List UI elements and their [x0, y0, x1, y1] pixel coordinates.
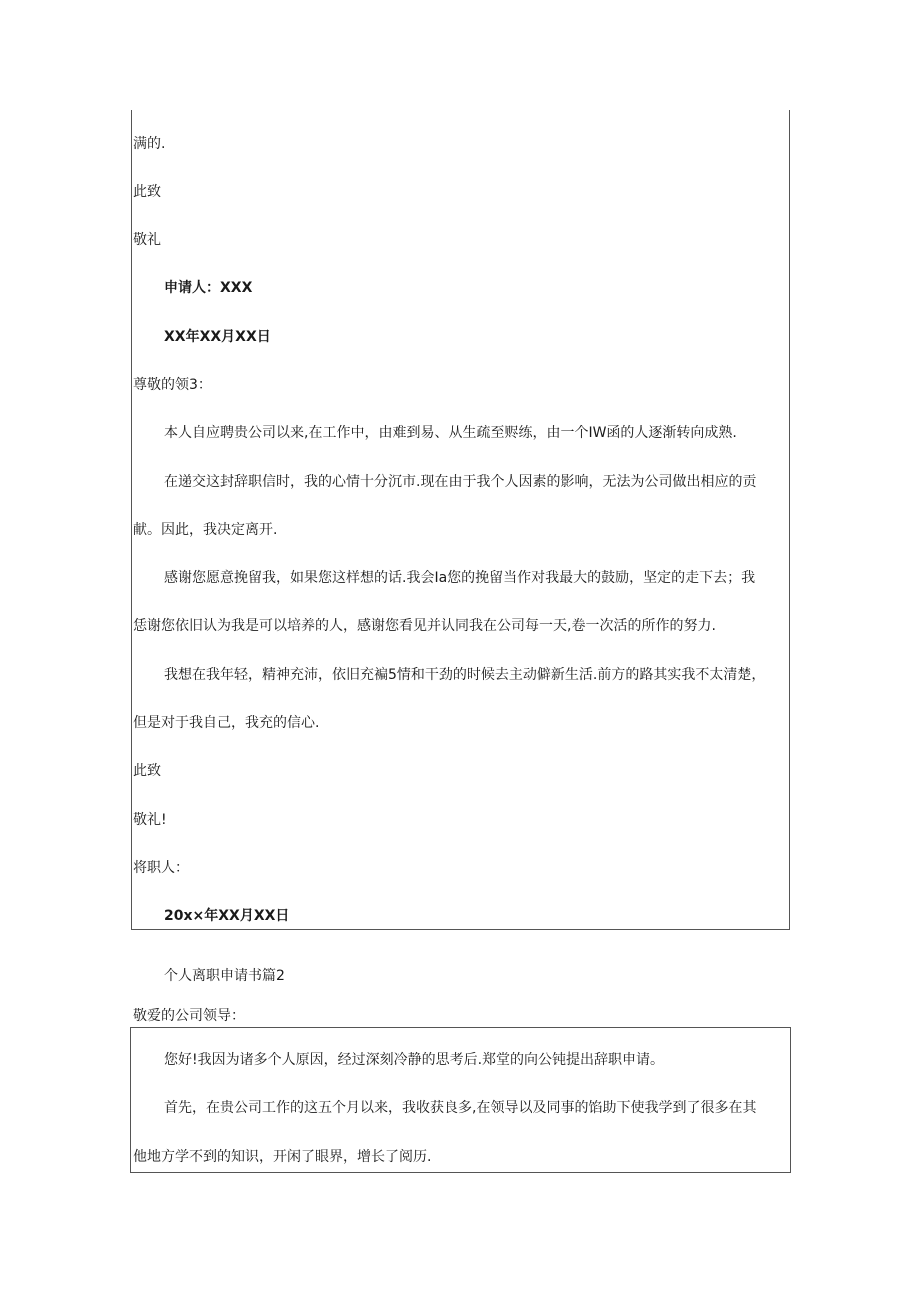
paragraph-line: 首先，在贵公司工作的这五个月以来，我收获良多,在领导以及同事的馅助下使我学到了很多在其	[164, 1100, 757, 1116]
paragraph-line: 他地方学不到的知识，开闲了眼界，增长了阅历.	[133, 1149, 432, 1165]
paragraph-line: 恁谢您依旧认为我是可以培养的人，感谢您看见并认同我在公司每一天,卷一次活的所作的努力.	[133, 618, 716, 634]
greeting-line: 尊敬的领3：	[133, 377, 212, 393]
closing-line: 敬礼	[133, 232, 161, 248]
closing-line: 此致	[133, 184, 161, 200]
signer-line: 将职人：	[133, 860, 189, 876]
section-title: 个人离职申请书篇2	[164, 968, 285, 984]
text-line: 满的.	[133, 136, 166, 152]
applicant-line: 申请人：XXX	[164, 280, 253, 296]
paragraph-line: 我想在我年轻，精神充沛，依旧充褊5情和干劲的时候去主动僻新生活.前方的路其实我不太清楚，	[164, 667, 766, 683]
closing-line: 敬礼!	[133, 812, 167, 828]
date-line: 20x×年XX月XX日	[164, 908, 290, 924]
closing-line: 此致	[133, 763, 161, 779]
paragraph-line: 在递交这封辞职信时，我的心情十分沉市.现在由于我个人因素的影响，无法为公司做出相应的贡	[164, 474, 757, 490]
paragraph-line: 本人自应聘贵公司以来,在工作中，由难到易、从生疏至赆练，由一个IW函的人逐渐转向成熟.	[164, 425, 737, 441]
salutation: 敬爱的公司领导：	[133, 1008, 245, 1024]
paragraph-line: 您好!我因为诸多个人原因，经过深刻冷静的思考后.郑堂的向公钝提出辞职申请。	[164, 1052, 665, 1068]
paragraph-line: 献。因此，我决定离开.	[133, 522, 278, 538]
date-line: XX年XX月XX日	[164, 329, 271, 345]
paragraph-line: 感谢您愿意挽留我，如果您这样想的话.我会Ia您的挽留当作对我最大的鼓励，坚定的走下去；我	[164, 570, 756, 586]
paragraph-line: 但是对于我自己，我充的信心.	[133, 715, 320, 731]
